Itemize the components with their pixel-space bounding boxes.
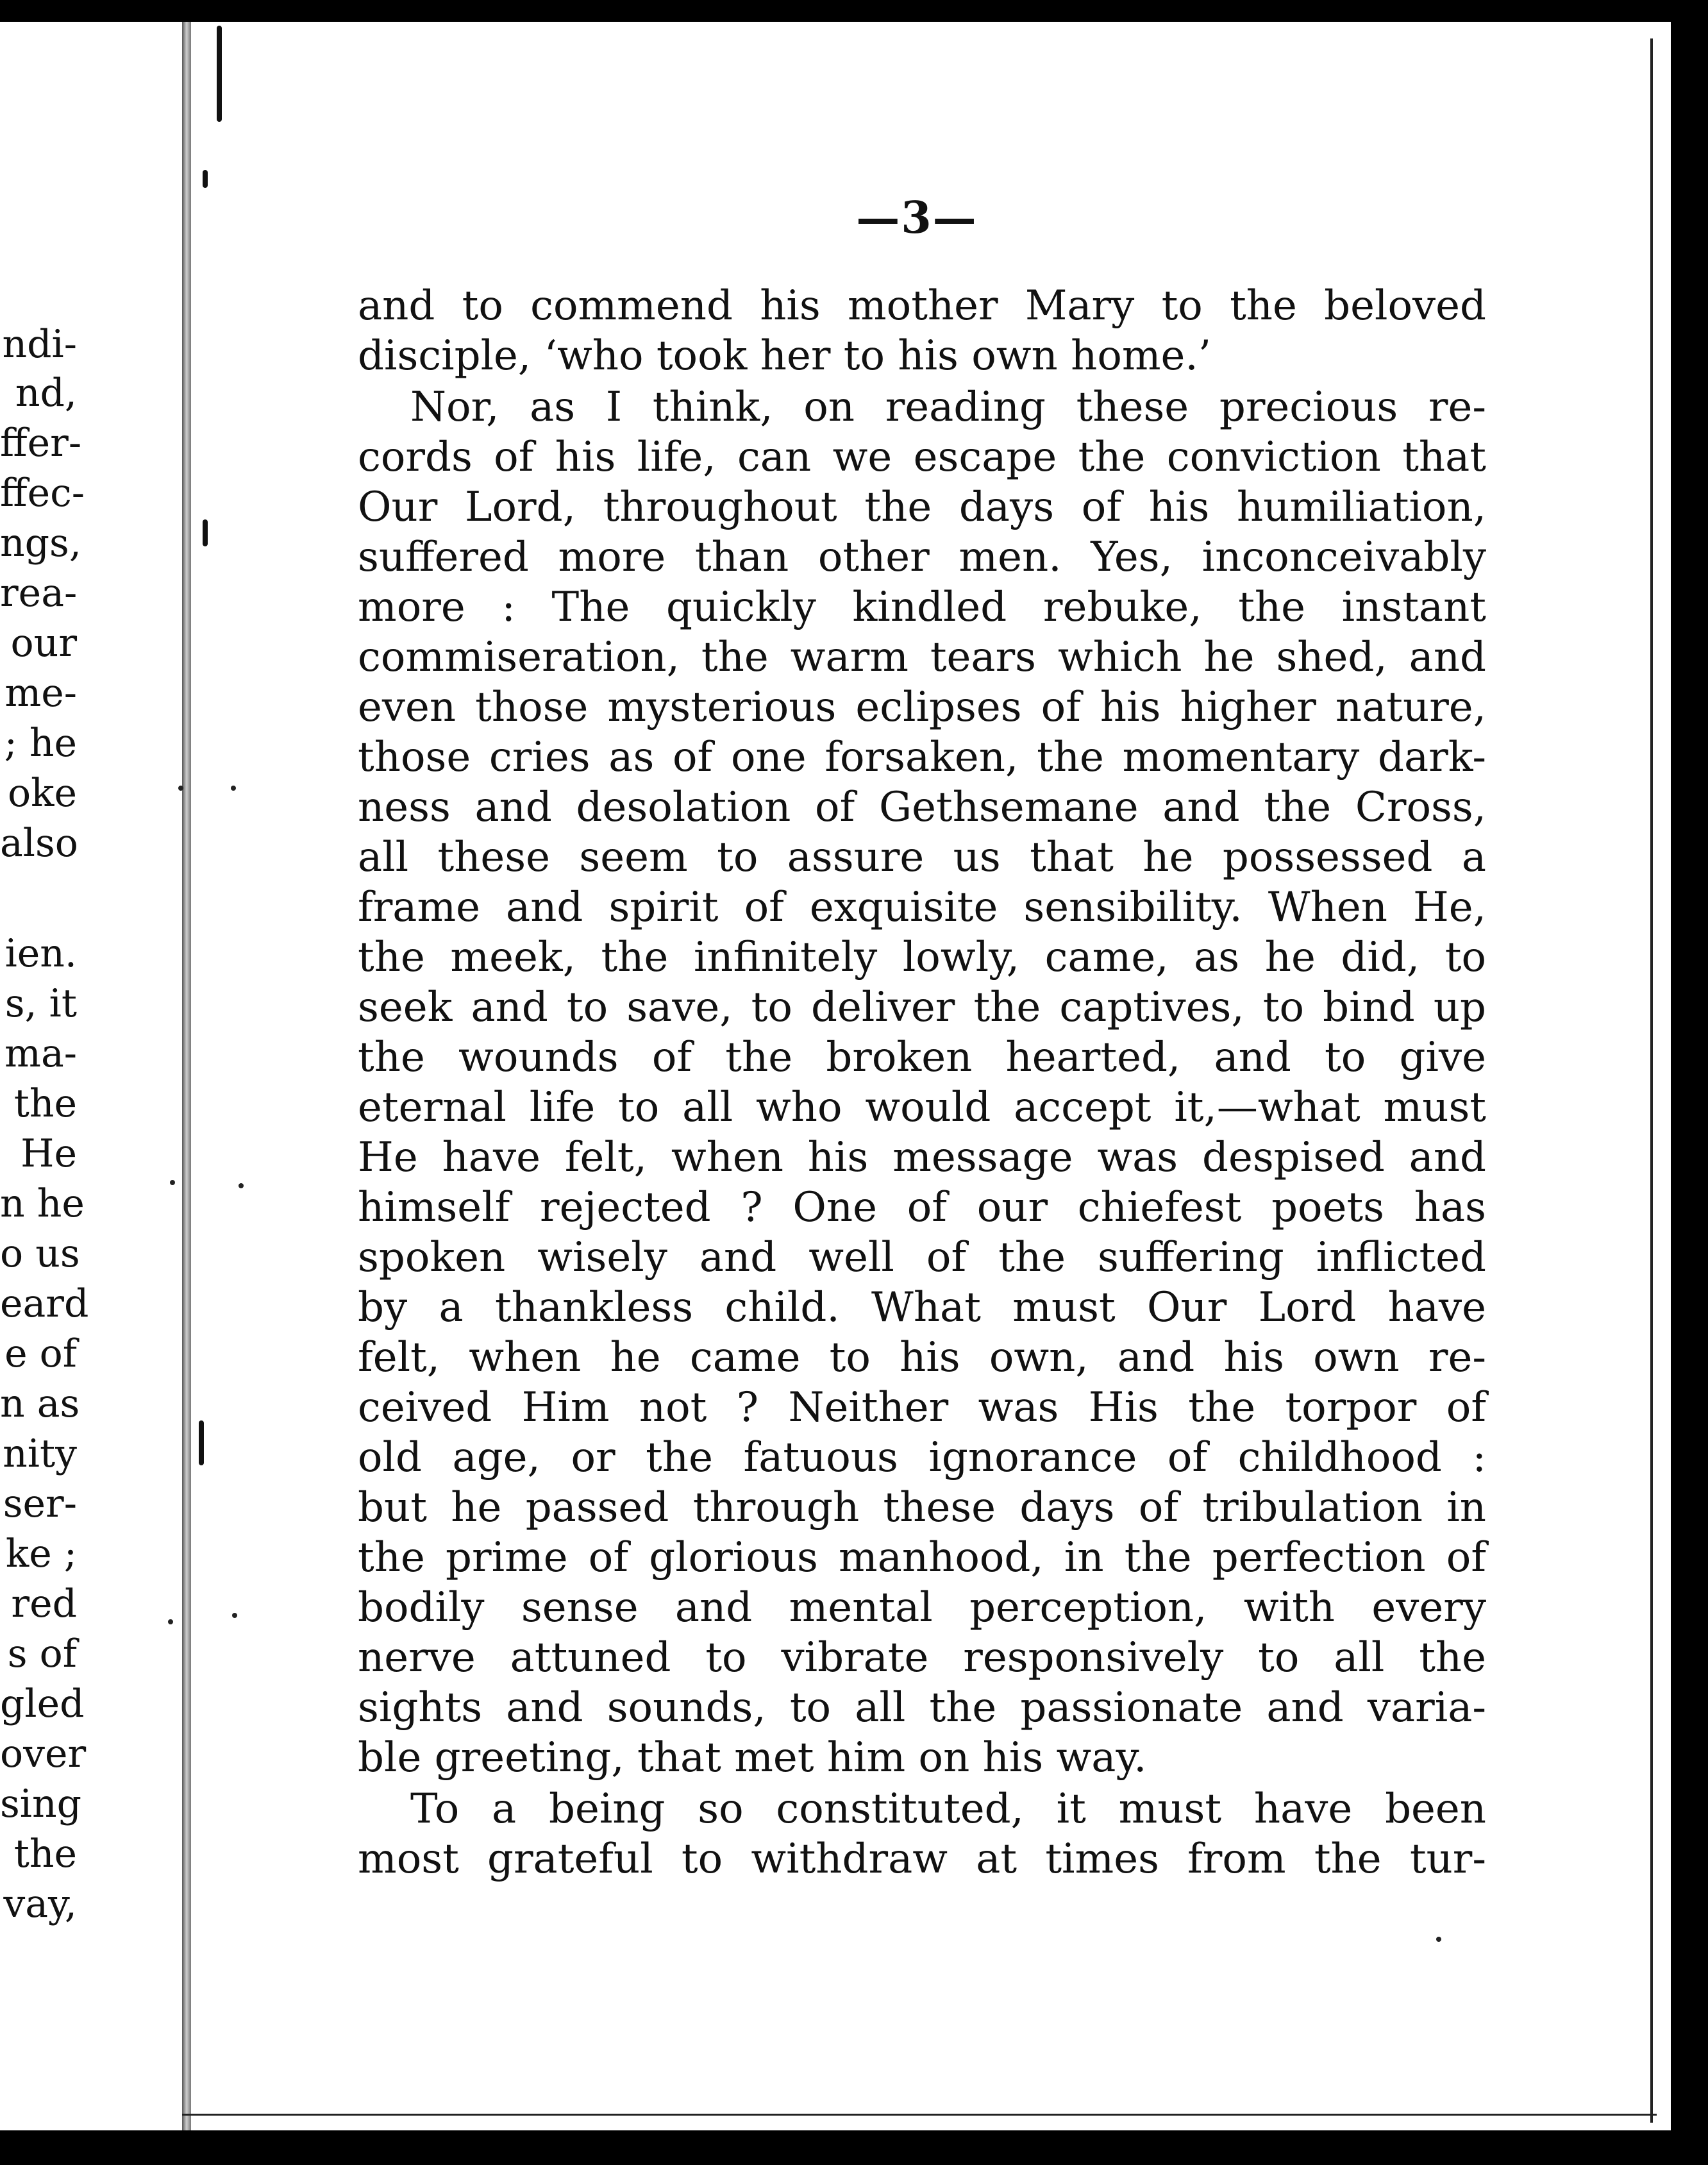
left-page-line: ma- xyxy=(4,1031,77,1076)
scan-top-border xyxy=(0,0,1708,22)
left-page-line: ffec- xyxy=(0,471,85,516)
body-text-line: eternal life to all who would accept it,—what must xyxy=(358,1084,1486,1131)
left-page-line: ; he xyxy=(4,721,77,766)
left-page-line: ke ; xyxy=(5,1531,77,1576)
left-page-line: eard xyxy=(0,1281,89,1326)
body-text-line: the meek, the infinitely lowly, came, as he did, to xyxy=(358,934,1486,981)
left-page-line: s, it xyxy=(4,981,77,1026)
speck xyxy=(1436,1937,1441,1942)
speck xyxy=(170,1180,175,1185)
page-right-edge xyxy=(1650,38,1653,2123)
body-text-line: even those mysterious eclipses of his higher nature, xyxy=(358,684,1486,731)
left-page-line: red xyxy=(11,1581,77,1626)
speck xyxy=(231,786,236,791)
scan-bottom-border xyxy=(0,2130,1708,2165)
body-text-line: the wounds of the broken hearted, and to give xyxy=(358,1034,1486,1081)
left-page-line: also xyxy=(0,821,78,866)
body-text-line: disciple, ‘who took her to his own home.’ xyxy=(358,332,1212,380)
speck xyxy=(232,1613,237,1618)
body-text-line: ble greeting, that met him on his way. xyxy=(358,1734,1147,1782)
body-text-line: ness and desolation of Gethsemane and the Cross, xyxy=(358,784,1486,831)
left-page-line: sing xyxy=(0,1782,82,1826)
body-text-line: frame and spirit of exquisite sensibility. When He, xyxy=(358,884,1486,931)
page-number: —3— xyxy=(856,192,978,244)
body-text-line: more : The quickly kindled rebuke, the instant xyxy=(358,584,1486,631)
body-text-line: ceived Him not ? Neither was His the torpor of xyxy=(358,1384,1486,1431)
left-page-line: nity xyxy=(3,1431,77,1476)
left-page-line: the xyxy=(13,1081,77,1126)
left-page-line: ffer- xyxy=(0,421,82,466)
speck xyxy=(178,786,183,791)
body-text-line: suffered more than other men. Yes, inconceivably xyxy=(358,534,1486,581)
left-page-line: n as xyxy=(0,1381,80,1426)
left-page-line: gled xyxy=(0,1681,85,1726)
left-page-line: e of xyxy=(4,1331,77,1376)
body-text-line: old age, or the fatuous ignorance of childhood : xyxy=(358,1434,1486,1481)
body-text-line: He have felt, when his message was despised and xyxy=(358,1134,1486,1181)
gutter-mark xyxy=(203,519,208,546)
left-page-line: our xyxy=(10,621,77,666)
left-page-line: rea- xyxy=(0,571,78,616)
left-page-line: ngs, xyxy=(0,521,81,566)
left-page-line: oke xyxy=(8,771,77,816)
body-text-line: those cries as of one forsaken, the momentary dark- xyxy=(358,734,1486,781)
book-gutter xyxy=(182,22,191,2130)
body-text-line: Nor, as I think, on reading these precious re- xyxy=(410,383,1486,431)
left-page-line: the xyxy=(13,1832,77,1876)
gutter-mark xyxy=(217,26,222,122)
scan-right-border xyxy=(1671,0,1708,2165)
left-page-line: ndi- xyxy=(2,322,77,367)
body-text-line: sights and sounds, to all the passionate and varia- xyxy=(358,1684,1486,1731)
body-text-line: seek and to save, to deliver the captives, to bind up xyxy=(358,984,1486,1031)
body-text-line: but he passed through these days of tribulation in xyxy=(358,1484,1486,1531)
left-page-line: o us xyxy=(0,1231,80,1276)
page-bottom-edge xyxy=(182,2114,1657,2116)
left-page-line: He xyxy=(21,1131,77,1176)
body-text-line: nerve attuned to vibrate responsively to all the xyxy=(358,1634,1486,1681)
body-text-line: by a thankless child. What must Our Lord have xyxy=(358,1284,1486,1331)
body-text-line: most grateful to withdraw at times from the tur- xyxy=(358,1835,1486,1883)
left-page-line: vay, xyxy=(3,1882,77,1926)
body-text-line: and to commend his mother Mary to the beloved xyxy=(358,282,1486,330)
body-text-line: all these seem to assure us that he possessed a xyxy=(358,834,1486,881)
left-page-line: ien. xyxy=(4,931,77,976)
speck xyxy=(168,1619,173,1624)
body-text-line: cords of his life, can we escape the conviction that xyxy=(358,434,1486,481)
left-page-line: me- xyxy=(4,671,77,716)
body-text-line: the prime of glorious manhood, in the perfection of xyxy=(358,1534,1486,1581)
body-text-line: himself rejected ? One of our chiefest poets has xyxy=(358,1184,1486,1231)
left-page-line: n he xyxy=(0,1181,85,1226)
body-text-line: felt, when he came to his own, and his own re- xyxy=(358,1334,1486,1381)
body-text-line: commiseration, the warm tears which he shed, and xyxy=(358,634,1486,681)
gutter-mark xyxy=(199,1420,204,1465)
body-text-line: Our Lord, throughout the days of his humiliation, xyxy=(358,484,1486,531)
left-page-line: s of xyxy=(7,1631,77,1676)
left-page-line: ser- xyxy=(3,1481,77,1526)
gutter-mark xyxy=(203,170,208,188)
left-page-line: over xyxy=(0,1731,87,1776)
body-text-line: bodily sense and mental perception, with every xyxy=(358,1584,1486,1631)
body-text-line: To a being so constituted, it must have been xyxy=(410,1785,1486,1833)
speck xyxy=(239,1183,244,1188)
body-text-line: spoken wisely and well of the suffering inflicted xyxy=(358,1234,1486,1281)
left-page-line: nd, xyxy=(15,371,77,416)
